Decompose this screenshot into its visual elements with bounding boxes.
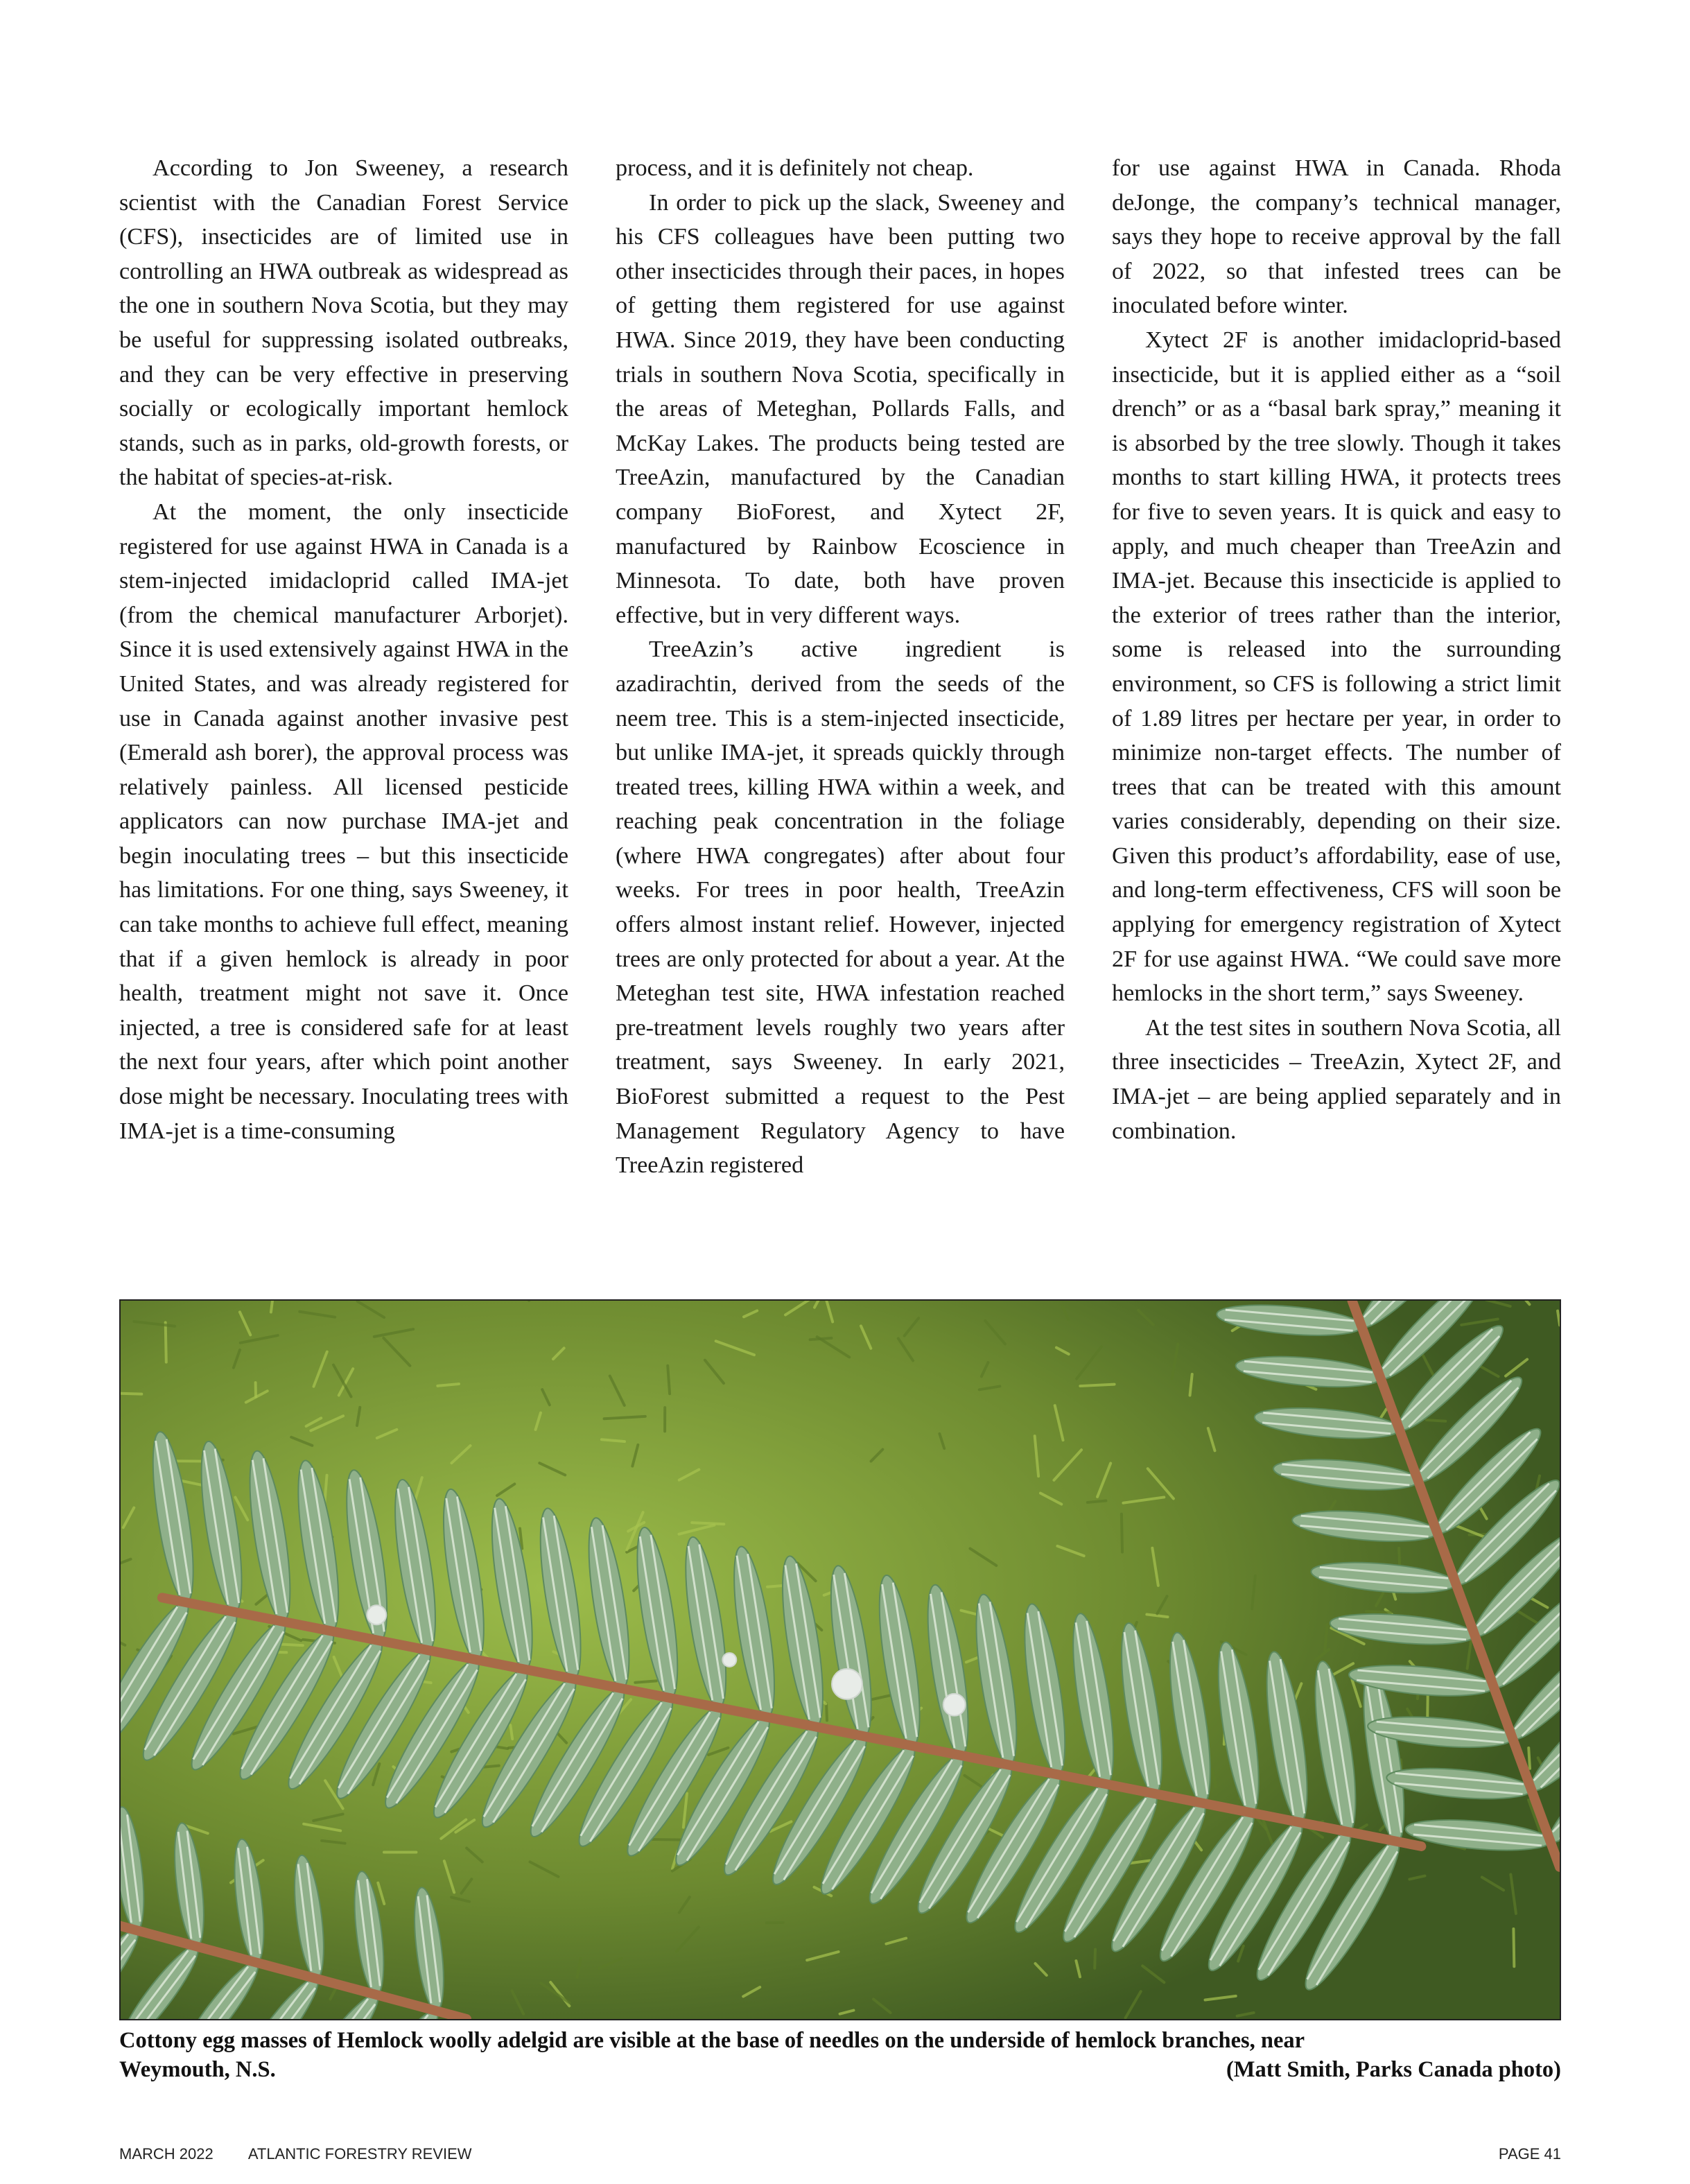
paragraph: At the moment, the only insecticide registered for use against HWA in Canada is a stem-injected imidacloprid called IMA-jet (from the chemical manufacturer Arborjet). Since it is used extensively against HWA in the United States, and was already registered for use in Canada against another invasive pest (Emerald ash borer), the approval process was relatively painless. All licensed pesticide applicators can now purchase IMA-jet and begin inoculating trees – but this insecticide has limitations. For one thing, says Sweeney, it can take months to achieve full effect, meaning that if a given hemlock is already in poor health, treatment might not save it. Once injected, a tree is considered safe for at least the next four years, after which point another dose might be necessary. Inoculating trees with IMA-jet is a time-consuming — [119, 499, 568, 1144]
paragraph: Xytect 2F is another imidacloprid-based insecticide, but it is applied either as a “soil drench” or as a “basal bark spray,” meaning it is absorbed by the tree slowly. Though it takes months to start killing HWA, it protects trees for five to seven years. It is quick and easy to apply, and much cheaper than TreeAzin and IMA-jet. Because this insecticide is applied to the exterior of trees rather than the interior, some is released into the surrounding environment, so CFS is following a strict limit of 1.89 litres per hectare per year, in order to minimize non-target effects. The number of trees that can be treated with this amount varies considerably, depending on their size. Given this product’s affordability, ease of use, and long-term effectiveness, CFS will soon be applying for emergency registration of Xytect 2F for use against HWA. “We could save more hemlocks in the short term,” says Sweeney. — [1112, 327, 1561, 1007]
hemlock-branch-photo — [119, 1299, 1561, 2020]
paragraph: process, and it is definitely not cheap. — [616, 155, 974, 181]
paragraph: According to Jon Sweeney, a research scientist with the Canadian Forest Service (CFS), insecticides are of limited use in controlling an HWA outbreak as widespread as the one in southern Nova Scotia, but they may be useful for suppressing isolated outbreaks, and they can be very effective in preserving socially or ecologically important hemlock stands, such as in parks, old-growth forests, or the habitat of species-at-risk. — [119, 155, 568, 491]
column-3 — [1112, 151, 1561, 1260]
paragraph: TreeAzin’s active ingredient is azadirachtin, derived from the seeds of the neem tree. This is a stem-injected insecticide, but unlike IMA-jet, it spreads quickly through treated trees, killing HWA within a week, and reaching peak concentration in the foliage (where HWA congregates) after about four weeks. For trees in poor health, TreeAzin offers almost instant relief. However, injected trees are only protected for about a year. At the Meteghan test site, HWA infestation reached pre-treatment levels roughly two years after treatment, says Sweeney. In early 2021, BioForest submitted a request to the Pest Management Regulatory Agency to have TreeAzin registered — [616, 636, 1065, 1179]
page-number: PAGE 41 — [1498, 2145, 1561, 2163]
article-body — [119, 151, 1561, 1260]
column-1 — [119, 151, 568, 1260]
photo-caption — [119, 2026, 1561, 2084]
issue-date: MARCH 2022 — [119, 2145, 214, 2163]
paragraph: for use against HWA in Canada. Rhoda deJonge, the company’s technical manager, says they hope to receive approval by the fall of 2022, so that infested trees can be inoculated before winter. — [1112, 155, 1561, 319]
photo-credit: (Matt Smith, Parks Canada photo) — [1226, 2057, 1561, 2082]
paragraph: At the test sites in southern Nova Scotia, all three insecticides – TreeAzin, Xytect 2F, and IMA-jet – are being applied separately and in combination. — [1112, 1014, 1561, 1144]
paragraph: In order to pick up the slack, Sweeney and his CFS colleagues have been putting two other insecticides through their paces, in hopes of getting them registered for use against HWA. Since 2019, they have been conducting trials in southern Nova Scotia, specifically in the areas of Meteghan, Pollards Falls, and McKay Lakes. The products being tested are TreeAzin, manufactured by the Canadian company BioForest, and Xytect 2F, manufactured by Rainbow Ecoscience in Minnesota. To date, both have proven effective, but in very different ways. — [616, 189, 1065, 628]
hemlock-branch-illustration — [121, 1301, 1560, 2019]
column-2 — [616, 151, 1065, 1260]
page-footer — [119, 2145, 1561, 2163]
publication-name: ATLANTIC FORESTRY REVIEW — [247, 2145, 472, 2163]
caption-line-2: Weymouth, N.S. — [119, 2057, 276, 2082]
caption-line-1: Cottony egg masses of Hemlock woolly adelgid are visible at the base of needles on the underside of hemlock branches, near — [119, 2028, 1305, 2053]
